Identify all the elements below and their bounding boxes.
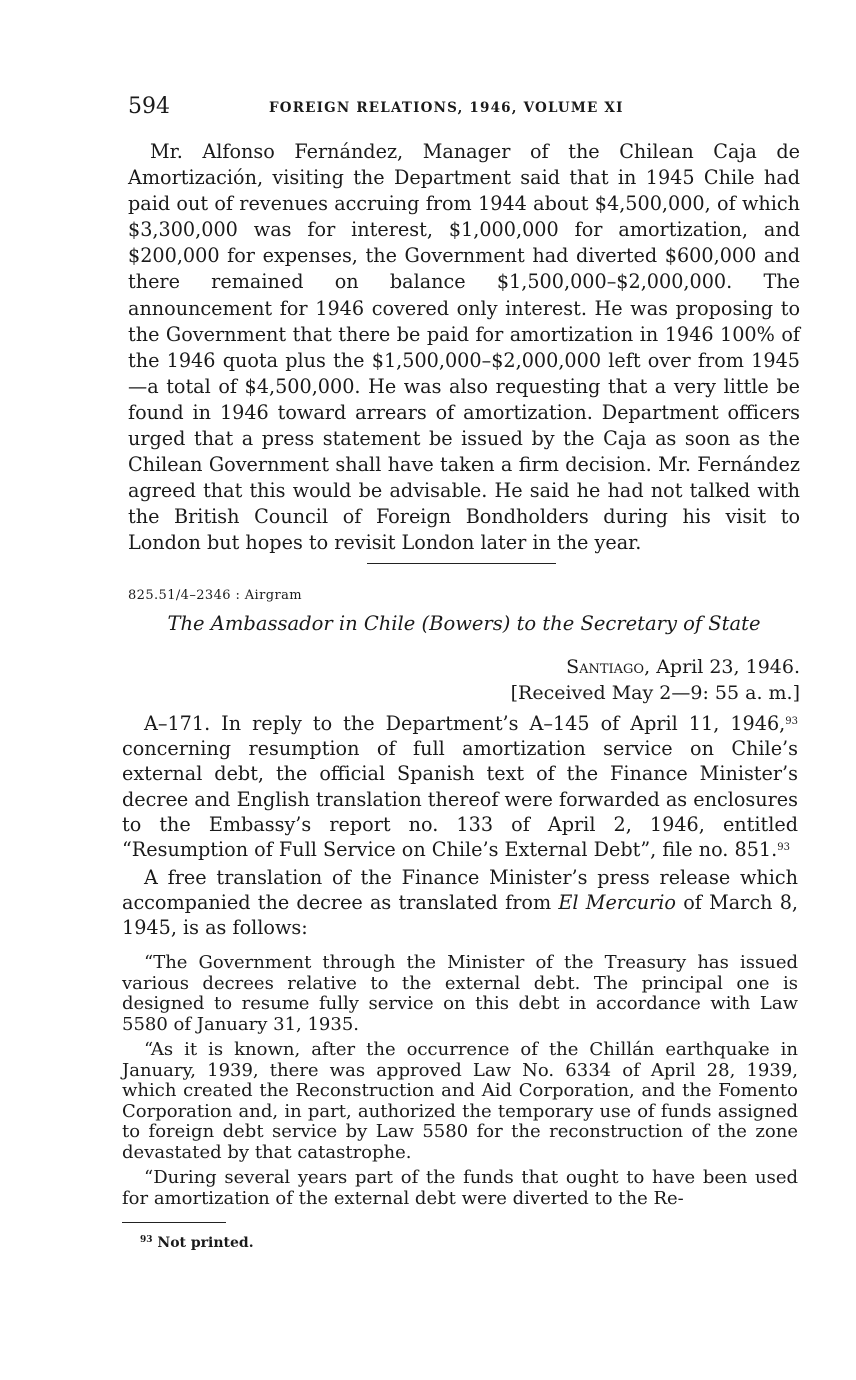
dateline-place: Santiago — [566, 656, 645, 678]
received-line: [Received May 2—9: 55 a. m.] — [510, 682, 800, 704]
running-head: FOREIGN RELATIONS, 1946, VOLUME XI — [269, 100, 624, 116]
airgram-paragraph-2 — [122, 865, 798, 941]
paragraph-text: A free translation of the Finance Minister’s press release which accompanied the decree as translated from — [122, 866, 798, 915]
dateline — [128, 656, 800, 678]
paragraph-text: of March 8, 1945, is as follows: — [122, 891, 798, 940]
memo-paragraph: Mr. Alfonso Fernández, Manager of the Chilean Caja de Amortización, visiting the Department said that in 1945 Chile had paid out of revenues accruing from 1944 about $4,500,000, of which $3,300,000 was for interest, $1,000,000 for amortization, and $200,000 for expenses, the Government had diverted $600,000 and there remained on balance $1,500,000–$2,000,000. The announcement for 1946 covered only interest. He was proposing to the Government that there be paid for amortization in 1946 100% of the 1946 quota plus the $1,500,000–$2,000,000 left over from 1945—a total of $4,500,000. He was also requesting that a very little be found in 1946 toward arrears of amortization. Department officers urged that a press statement be issued by the Caja as soon as the Chilean Government shall have taken a firm decision. Mr. Fernández agreed that this would be advisable. He said he had not talked with the British Council of Foreign Bondholders during his visit to London but hopes to revisit London later in the year. — [128, 140, 800, 555]
file-reference: 825.51/4–2346 : Airgram — [128, 588, 302, 603]
section-divider — [367, 563, 556, 564]
footnote-ref[interactable]: 93 — [785, 716, 798, 727]
airgram-paragraph-1 — [122, 711, 798, 862]
dateline-date: , April 23, 1946. — [644, 656, 800, 678]
footnote-divider — [122, 1222, 226, 1223]
footnote-text: Not printed. — [152, 1235, 254, 1251]
footnote — [140, 1235, 254, 1251]
page-number: 594 — [128, 94, 170, 119]
footnote-ref[interactable]: 93 — [777, 842, 790, 854]
paragraph-text: concerning resumption of full amortization service on Chile’s external debt, the official Spanish text of the Finance Minister’s decree and English translation thereof were forwarded as enclosures to the Embassy’s report no. 133 of April 2, 1946, entitled “Resumption of Full Service on Chile’s External Debt”, file no. 851. — [122, 737, 798, 862]
quoted-paragraph-2: “As it is known, after the occurrence of the Chillán earthquake in January, 1939, there was approved Law No. 6334 of April 28, 1939, which created the Reconstruction and Aid Corporation, and the Fomento Corporation and, in part, authorized the temporary use of funds assigned to foreign debt service by Law 5580 for the reconstruction of the zone devastated by that catastrophe. — [122, 1039, 798, 1163]
newspaper-title: El Mercurio — [558, 891, 676, 915]
quoted-paragraph-3: “During several years part of the funds that ought to have been used for amortization of the external debt were diverted to the Re- — [122, 1167, 798, 1209]
document-title: The Ambassador in Chile (Bowers) to the Secretary of State — [167, 612, 761, 635]
footnote-number: 93 — [140, 1235, 153, 1245]
page-header — [128, 94, 728, 124]
paragraph-text: A–171. In reply to the Department’s A–145 of April 11, 1946, — [144, 712, 786, 735]
quoted-paragraph-1: “The Government through the Minister of the Treasury has issued various decrees relative to the external debt. The principal one is designed to resume fully service on this debt in accordance with Law 5580 of January 31, 1935. — [122, 952, 798, 1035]
